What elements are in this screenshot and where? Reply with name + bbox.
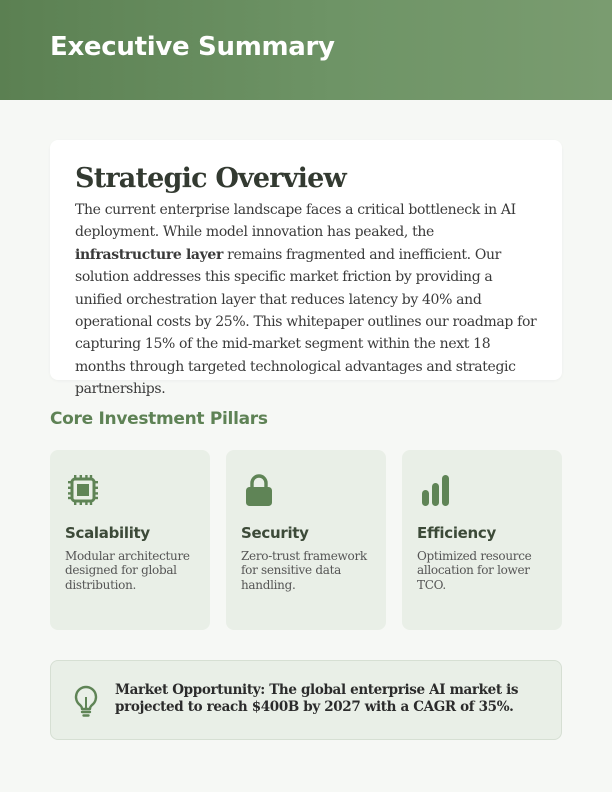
pillar-title: Scalability bbox=[65, 524, 150, 542]
pillar-description: Zero-trust framework for sensitive data handling. bbox=[241, 549, 367, 592]
overview-card bbox=[50, 140, 562, 398]
pillar-card-scalability bbox=[50, 450, 210, 630]
overview-text-end: remains fragmented and inefficient. Our solution addresses this specific market friction by providing a unified orchestration layer that reduces latency by 40% and operational costs by 25%. This whitepaper outlines our roadmap for capturing 15% of the mid-market segment within the next 18 months through targeted technological advantages and strategic partnerships. bbox=[75, 246, 537, 398]
lightbulb-icon bbox=[71, 684, 101, 718]
pillar-title: Efficiency bbox=[417, 524, 496, 542]
overview-emphasis: infrastructure layer bbox=[75, 246, 224, 263]
overview-text-start: The current enterprise landscape faces a critical bottleneck in AI deployment. While model innovation has peaked, the bbox=[75, 202, 516, 241]
market-opportunity-callout bbox=[50, 660, 562, 740]
pillar-card-security bbox=[226, 450, 386, 630]
market-opportunity-text: Market Opportunity: The global enterprise AI market is projected to reach $400B by 2027 with a CAGR of 35%. bbox=[115, 682, 519, 715]
pillar-card-efficiency bbox=[402, 450, 562, 630]
page-header bbox=[0, 0, 612, 100]
chip-icon bbox=[65, 472, 101, 508]
pillar-description: Modular architecture designed for global distribution. bbox=[65, 549, 190, 592]
page-title: Executive Summary bbox=[50, 32, 335, 62]
overview-heading: Strategic Overview bbox=[75, 163, 346, 194]
pillars-title: Core Investment Pillars bbox=[50, 409, 268, 429]
overview-text bbox=[75, 199, 543, 401]
lock-icon bbox=[241, 472, 277, 508]
pillar-title: Security bbox=[241, 524, 309, 542]
bar-chart-icon bbox=[417, 472, 453, 508]
pillar-description: Optimized resource allocation for lower TCO. bbox=[417, 549, 532, 592]
